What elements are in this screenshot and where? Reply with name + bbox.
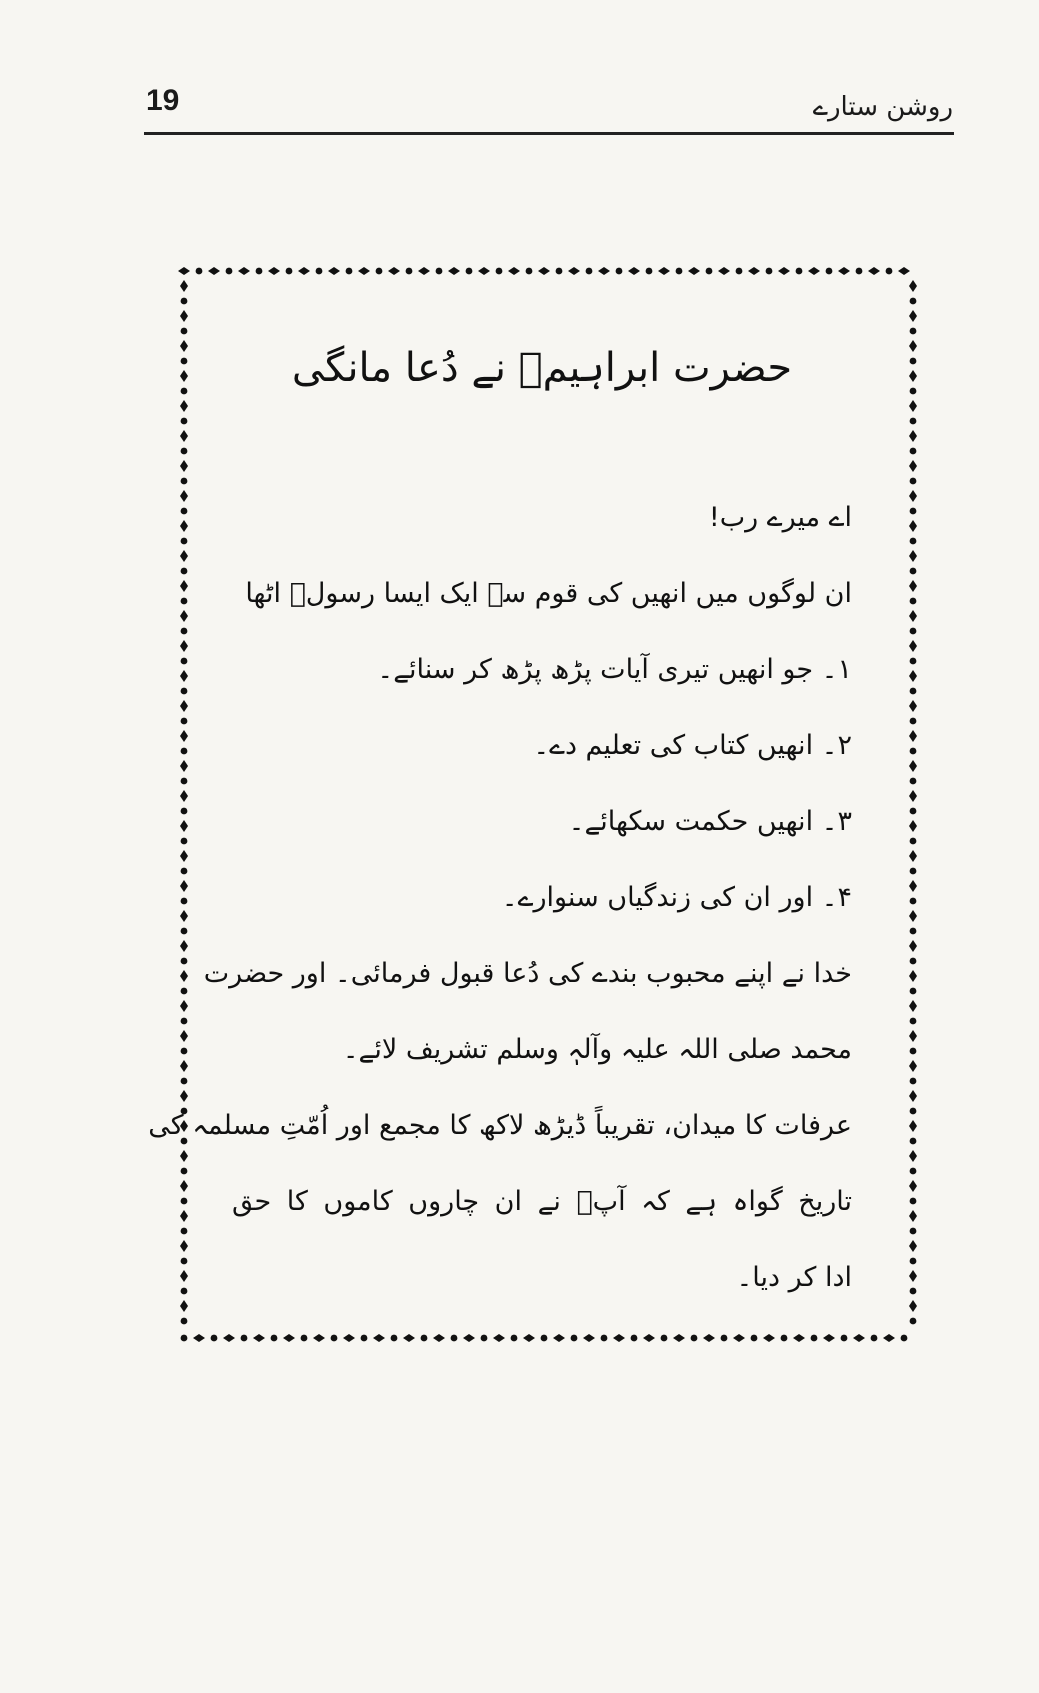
- border-ornament: [909, 790, 917, 802]
- border-ornament: [868, 267, 880, 275]
- border-ornament: [180, 880, 188, 892]
- border-ornament: [193, 1334, 205, 1342]
- content-box: [148, 300, 852, 1316]
- border-ornament: [910, 358, 917, 365]
- border-ornament: [181, 418, 188, 425]
- border-ornament: [910, 568, 917, 575]
- section-title: حضرت ابراہیمؑ نے دُعا مانگی: [291, 345, 793, 391]
- border-ornament: [721, 1335, 728, 1342]
- border-ornament: [180, 760, 188, 772]
- border-ornament: [910, 328, 917, 335]
- border-ornament: [910, 1048, 917, 1055]
- border-ornament: [856, 268, 863, 275]
- border-ornament: [909, 910, 917, 922]
- border-ornament: [909, 1030, 917, 1042]
- border-ornament: [181, 1228, 188, 1235]
- border-ornament: [823, 1334, 835, 1342]
- border-ornament: [180, 1210, 188, 1222]
- border-ornament: [180, 700, 188, 712]
- border-ornament: [841, 1335, 848, 1342]
- border-ornament: [909, 520, 917, 532]
- border-ornament: [910, 1228, 917, 1235]
- border-ornament: [181, 1078, 188, 1085]
- border-ornament: [328, 267, 340, 275]
- border-ornament: [253, 1334, 265, 1342]
- border-ornament: [910, 448, 917, 455]
- border-ornament: [508, 267, 520, 275]
- border-ornament: [180, 910, 188, 922]
- text-line-2: ان لوگوں میں انھیں کی قوم سے ایک ایسا رسولؐ اٹھا: [245, 578, 852, 609]
- border-ornament: [910, 1288, 917, 1295]
- border-ornament: [553, 1334, 565, 1342]
- border-ornament: [541, 1335, 548, 1342]
- border-ornament: [910, 1138, 917, 1145]
- border-ornament: [181, 748, 188, 755]
- border-ornament: [910, 508, 917, 515]
- border-ornament: [196, 268, 203, 275]
- border-ornament: [180, 1300, 188, 1312]
- text-line-4: ۲۔ انھیں کتاب کی تعلیم دے۔: [533, 730, 852, 761]
- border-ornament: [181, 1018, 188, 1025]
- border-ornament: [180, 640, 188, 652]
- border-ornament: [463, 1334, 475, 1342]
- border-ornament: [826, 268, 833, 275]
- border-ornament: [910, 1018, 917, 1025]
- border-ornament: [910, 1168, 917, 1175]
- border-ornament: [733, 1334, 745, 1342]
- border-ornament: [181, 508, 188, 515]
- border-ornament: [301, 1335, 308, 1342]
- border-ornament: [373, 1334, 385, 1342]
- border-ornament: [909, 730, 917, 742]
- border-ornament: [676, 268, 683, 275]
- border-ornament: [661, 1335, 668, 1342]
- border-ornament: [909, 430, 917, 442]
- running-head: روشن ستارے: [812, 92, 953, 122]
- border-ornament: [601, 1335, 608, 1342]
- border-ornament: [910, 898, 917, 905]
- border-ornament: [910, 928, 917, 935]
- border-ornament: [268, 267, 280, 275]
- border-ornament: [180, 820, 188, 832]
- border-ornament: [180, 340, 188, 352]
- border-ornament: [766, 268, 773, 275]
- border-ornament: [910, 778, 917, 785]
- border-ornament: [180, 610, 188, 622]
- border-ornament: [180, 850, 188, 862]
- border-ornament: [909, 400, 917, 412]
- border-ornament: [180, 370, 188, 382]
- border-ornament: [180, 550, 188, 562]
- text-line-9: عرفات کا میدان، تقریباً ڈیڑھ لاکھ کا مجمع اور اُمّتِ مسلمہ کی: [148, 1110, 852, 1141]
- border-ornament: [556, 268, 563, 275]
- text-line-7: خدا نے اپنے محبوب بندے کی دُعا قبول فرمائی۔ اور حضرت: [203, 958, 852, 989]
- border-ornament: [910, 1078, 917, 1085]
- border-ornament: [181, 958, 188, 965]
- text-line-6: ۴۔ اور ان کی زندگیاں سنوارے۔: [501, 882, 852, 913]
- border-ornament: [910, 478, 917, 485]
- border-ornament: [358, 267, 370, 275]
- border-ornament: [910, 838, 917, 845]
- border-ornament: [871, 1335, 878, 1342]
- border-ornament: [433, 1334, 445, 1342]
- border-ornament: [909, 970, 917, 982]
- border-ornament: [286, 268, 293, 275]
- border-ornament: [538, 267, 550, 275]
- text-line-1: اے میرے رب!: [708, 502, 852, 533]
- text-line-10: تاریخ گواہ ہے کہ آپؐ نے ان چاروں کاموں کا حق: [232, 1186, 852, 1217]
- border-ornament: [180, 940, 188, 952]
- border-ornament: [691, 1335, 698, 1342]
- text-line-8: محمد صلی اللہ علیہ وآلہٖ وسلم تشریف لائے۔: [342, 1034, 852, 1065]
- border-ornament: [909, 940, 917, 952]
- border-ornament: [910, 1318, 917, 1325]
- border-ornament: [910, 688, 917, 695]
- border-ornament: [688, 267, 700, 275]
- border-ornament: [181, 718, 188, 725]
- border-ornament: [909, 1120, 917, 1132]
- border-ornament: [910, 658, 917, 665]
- border-ornament: [909, 550, 917, 562]
- border-ornament: [181, 1198, 188, 1205]
- border-ornament: [180, 1000, 188, 1012]
- border-ornament: [883, 1334, 895, 1342]
- border-ornament: [181, 688, 188, 695]
- header-rule: [144, 132, 954, 135]
- border-ornament: [910, 628, 917, 635]
- border-ornament: [361, 1335, 368, 1342]
- border-ornament: [331, 1335, 338, 1342]
- border-ornament: [909, 1180, 917, 1192]
- border-ornament: [909, 280, 917, 292]
- border-ornament: [781, 1335, 788, 1342]
- border-ornament: [256, 268, 263, 275]
- border-ornament: [180, 730, 188, 742]
- border-ornament: [180, 790, 188, 802]
- border-ornament: [181, 1335, 188, 1342]
- border-ornament: [910, 868, 917, 875]
- border-ornament: [910, 988, 917, 995]
- border-ornament: [181, 478, 188, 485]
- text-line-3: ۱۔ جو انھیں تیری آیات پڑھ پڑھ کر سنائے۔: [377, 654, 852, 685]
- border-ornament: [736, 268, 743, 275]
- border-ornament: [571, 1335, 578, 1342]
- border-ornament: [181, 898, 188, 905]
- border-ornament: [909, 370, 917, 382]
- border-ornament: [181, 538, 188, 545]
- border-ornament: [910, 1108, 917, 1115]
- border-ornament: [909, 1210, 917, 1222]
- border-ornament: [180, 1240, 188, 1252]
- border-ornament: [180, 520, 188, 532]
- border-ornament: [283, 1334, 295, 1342]
- border-ornament: [451, 1335, 458, 1342]
- border-ornament: [909, 700, 917, 712]
- border-ornament: [751, 1335, 758, 1342]
- border-ornament: [793, 1334, 805, 1342]
- page-number: 19: [146, 84, 180, 117]
- border-ornament: [180, 400, 188, 412]
- border-ornament: [493, 1334, 505, 1342]
- border-ornament: [838, 267, 850, 275]
- border-ornament: [181, 988, 188, 995]
- border-ornament: [643, 1334, 655, 1342]
- border-ornament: [238, 267, 250, 275]
- border-ornament: [181, 868, 188, 875]
- border-ornament: [909, 490, 917, 502]
- border-ornament: [706, 268, 713, 275]
- border-ornament: [180, 430, 188, 442]
- border-ornament: [703, 1334, 715, 1342]
- border-ornament: [910, 718, 917, 725]
- border-ornament: [568, 267, 580, 275]
- border-ornament: [909, 880, 917, 892]
- border-ornament: [901, 1335, 908, 1342]
- border-ornament: [180, 580, 188, 592]
- border-ornament: [910, 1258, 917, 1265]
- border-ornament: [523, 1334, 535, 1342]
- border-ornament: [241, 1335, 248, 1342]
- border-ornament: [376, 268, 383, 275]
- border-ornament: [181, 838, 188, 845]
- border-ornament: [436, 268, 443, 275]
- border-ornament: [208, 267, 220, 275]
- border-ornament: [586, 268, 593, 275]
- border-ornament: [448, 267, 460, 275]
- border-ornament: [583, 1334, 595, 1342]
- border-ornament: [910, 418, 917, 425]
- border-ornament: [763, 1334, 775, 1342]
- border-ornament: [598, 267, 610, 275]
- border-ornament: [910, 808, 917, 815]
- border-ornament: [886, 268, 893, 275]
- border-ornament: [909, 820, 917, 832]
- border-ornament: [631, 1335, 638, 1342]
- border-ornament: [646, 268, 653, 275]
- border-ornament: [406, 268, 413, 275]
- border-ornament: [718, 267, 730, 275]
- border-ornament: [180, 460, 188, 472]
- border-ornament: [910, 958, 917, 965]
- border-ornament: [180, 1060, 188, 1072]
- border-ornament: [909, 460, 917, 472]
- border-ornament: [898, 267, 910, 275]
- border-ornament: [910, 298, 917, 305]
- border-ornament: [673, 1334, 685, 1342]
- border-ornament: [180, 310, 188, 322]
- border-ornament: [628, 267, 640, 275]
- border-ornament: [778, 267, 790, 275]
- border-ornament: [180, 1270, 188, 1282]
- border-ornament: [910, 388, 917, 395]
- border-ornament: [658, 267, 670, 275]
- border-ornament: [181, 358, 188, 365]
- border-ornament: [181, 1048, 188, 1055]
- border-ornament: [180, 490, 188, 502]
- border-ornament: [181, 808, 188, 815]
- border-ornament: [909, 850, 917, 862]
- border-ornament: [796, 268, 803, 275]
- border-ornament: [181, 628, 188, 635]
- border-ornament: [808, 267, 820, 275]
- border-ornament: [223, 1334, 235, 1342]
- border-ornament: [748, 267, 760, 275]
- border-ornament: [909, 610, 917, 622]
- border-ornament: [181, 298, 188, 305]
- border-ornament: [909, 1270, 917, 1282]
- border-ornament: [180, 280, 188, 292]
- border-ornament: [616, 268, 623, 275]
- border-ornament: [181, 928, 188, 935]
- text-line-5: ۳۔ انھیں حکمت سکھائے۔: [568, 806, 852, 837]
- border-ornament: [271, 1335, 278, 1342]
- border-ornament: [181, 1318, 188, 1325]
- border-ornament: [298, 267, 310, 275]
- border-ornament: [511, 1335, 518, 1342]
- border-ornament: [316, 268, 323, 275]
- border-ornament: [466, 268, 473, 275]
- border-ornament: [909, 1240, 917, 1252]
- border-ornament: [403, 1334, 415, 1342]
- border-ornament: [910, 1198, 917, 1205]
- border-ornament: [178, 267, 190, 275]
- border-ornament: [909, 640, 917, 652]
- border-ornament: [909, 760, 917, 772]
- border-ornament: [909, 1060, 917, 1072]
- border-ornament: [391, 1335, 398, 1342]
- border-ornament: [421, 1335, 428, 1342]
- border-ornament: [181, 448, 188, 455]
- border-ornament: [811, 1335, 818, 1342]
- border-ornament: [481, 1335, 488, 1342]
- text-line-11: ادا کر دیا۔: [736, 1262, 852, 1293]
- border-ornament: [181, 658, 188, 665]
- border-ornament: [418, 267, 430, 275]
- border-ornament: [909, 1150, 917, 1162]
- border-ornament: [211, 1335, 218, 1342]
- border-ornament: [909, 340, 917, 352]
- border-ornament: [909, 670, 917, 682]
- border-ornament: [180, 970, 188, 982]
- border-ornament: [909, 1000, 917, 1012]
- border-ornament: [613, 1334, 625, 1342]
- border-ornament: [910, 538, 917, 545]
- border-ornament: [909, 1090, 917, 1102]
- border-ornament: [388, 267, 400, 275]
- border-ornament: [343, 1334, 355, 1342]
- border-ornament: [181, 1288, 188, 1295]
- border-ornament: [181, 568, 188, 575]
- border-ornament: [181, 778, 188, 785]
- border-ornament: [181, 1168, 188, 1175]
- border-ornament: [181, 598, 188, 605]
- border-ornament: [909, 310, 917, 322]
- border-ornament: [181, 1258, 188, 1265]
- border-ornament: [478, 267, 490, 275]
- border-ornament: [909, 1300, 917, 1312]
- border-ornament: [226, 268, 233, 275]
- border-ornament: [526, 268, 533, 275]
- border-ornament: [496, 268, 503, 275]
- border-ornament: [313, 1334, 325, 1342]
- border-ornament: [180, 1180, 188, 1192]
- border-ornament: [181, 388, 188, 395]
- border-ornament: [909, 580, 917, 592]
- border-ornament: [346, 268, 353, 275]
- title-spacing: [232, 408, 852, 480]
- border-ornament: [910, 748, 917, 755]
- border-ornament: [181, 328, 188, 335]
- border-ornament: [853, 1334, 865, 1342]
- border-ornament: [910, 598, 917, 605]
- border-ornament: [180, 1030, 188, 1042]
- border-ornament: [180, 670, 188, 682]
